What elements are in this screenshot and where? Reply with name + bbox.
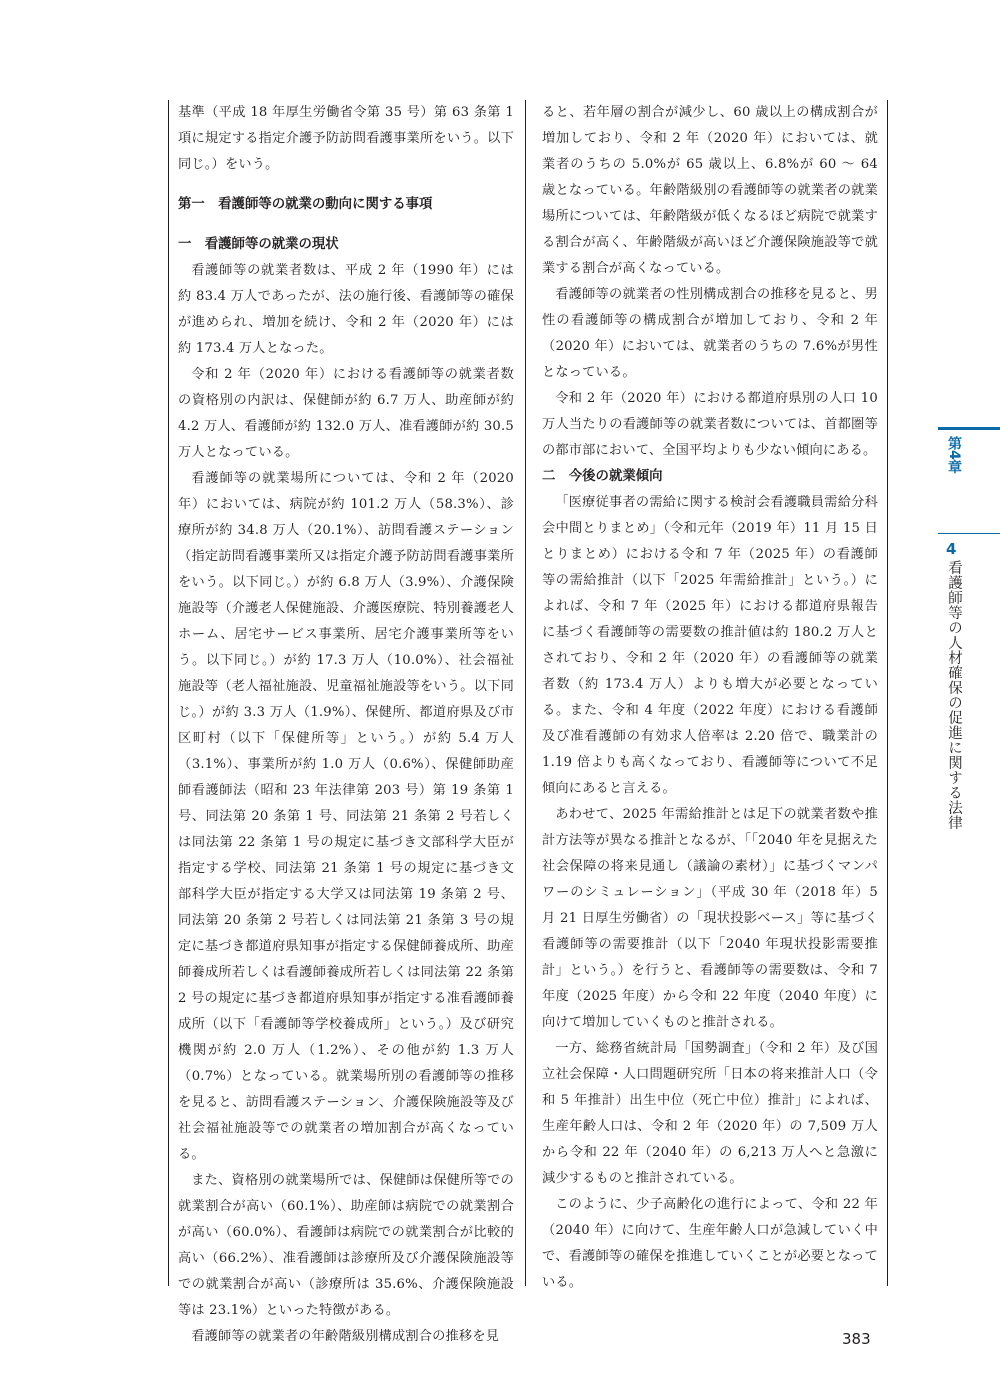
paragraph: 看護師等の就業者の年齢階級別構成割合の推移を見 [191, 1329, 500, 1344]
subsection-heading: 二 今後の就業傾向 [542, 469, 663, 484]
paragraph: ると、若年層の割合が減少し、60 歳以上の構成割合が増加しており、令和 2 年（2020 年）においては、就業者のうちの 5.0%が 65 歳以上、6.8%が 60 ～ 64 歳となっている。年齢階級別の看護師等の就業者の就業場所については、年齢階級が低くなるほど病院で就業する割合が高く、年齢階級が高いほど介護保険施設等で就業する割合が高くなっている。 [542, 105, 878, 276]
page-number: 383 [842, 1330, 871, 1348]
paragraph: 令和 2 年（2020 年）における都道府県別の人口 10 万人当たりの看護師等の就業者数については、首都圏等の都市部において、全国平均よりも少ない傾向にある。 [542, 391, 878, 458]
center-divider-rule [525, 100, 526, 1286]
paragraph: このように、少子高齢化の進行によって、令和 22 年（2040 年）に向けて、生産年齢人口が急減していく中で、看護師等の確保を推進していくことが必要となっている。 [542, 1197, 878, 1290]
chapter-tab-bar [938, 427, 1000, 430]
paragraph: 令和 2 年（2020 年）における看護師等の就業者数の資格別の内訳は、保健師が約 6.7 万人、助産師が約 4.2 万人、看護師が約 132.0 万人、准看護師が約 30.5 万人となっている。 [178, 367, 514, 460]
section-title-vertical: 看護師等の人材確保の促進に関する法律 [946, 560, 962, 830]
chapter-label: 第4章 [946, 436, 962, 474]
right-margin-rule [887, 100, 888, 1286]
paragraph: 一方、総務省統計局「国勢調査」（令和 2 年）及び国立社会保障・人口問題研究所「日本の将来推計人口（令和 5 年推計）出生中位（死亡中位）推計」によれば、生産年齢人口は、令和 2 年（2020 年）の 7,509 万人から令和 22 年（2040 年）の 6,213 万人へと急激に減少するものと推計されている。 [542, 1041, 878, 1186]
paragraph: 看護師等の就業者の性別構成割合の推移を見ると、男性の看護師等の構成割合が増加しており、令和 2 年（2020 年）においては、就業者のうちの 7.6%が男性となっている。 [542, 287, 878, 380]
subsection-heading: 一 看護師等の就業の現状 [178, 237, 339, 252]
left-column [178, 100, 514, 1350]
paragraph: 看護師等の就業場所については、令和 2 年（2020 年）においては、病院が約 101.2 万人（58.3%）、診療所が約 34.8 万人（20.1%）、訪問看護ステーション（指定訪問看護事業所又は指定介護予防訪問看護事業所をいう。以下同じ。）が約 6.8 万人（3.9%）、介護保険施設等（介護老人保健施設、介護医療院、特別養護老人ホーム、居宅サービス事業所、居宅介護事業所等をいう。以下同じ。）が約 17.3 万人（10.0%）、社会福祉施設等（老人福祉施設、児童福祉施設等をいう。以下同じ。）が約 3.3 万人（1.9%）、保健所、都道府県及び市区町村（以下「保健所等」という。）が約 5.4 万人（3.1%）、事業所が約 1.0 万人（0.6%）、保健師助産師看護師法（昭和 23 年法律第 203 号）第 19 条第 1 号、同法第 20 条第 1 号、同法第 21 条第 2 号若しくは同法第 22 条第 1 号の規定に基づき文部科学大臣が指定する学校、同法第 21 条第 1 号の規定に基づき文部科学大臣が指定する大学又は同法第 19 条第 2 号、同法第 20 条第 2 号若しくは同法第 21 条第 3 号の規定に基づき都道府県知事が指定する保健師養成所、助産師養成所若しくは看護師養成所若しくは同法第 22 条第 2 号の規定に基づき都道府県知事が指定する准看護師養成所（以下「看護師等学校養成所」という。）及び研究機関が約 2.0 万人（1.2%）、その他が約 1.3 万人（0.7%）となっている。就業場所別の看護師等の推移を見ると、訪問看護ステーション、介護保険施設等及び社会福祉施設等での就業者の増加割合が高くなっている。 [178, 471, 514, 1162]
paragraph: あわせて、2025 年需給推計とは足下の就業者数や推計方法等が異なる推計となるが、「「2040 年を見据えた社会保障の将来見通し（議論の素材）」に基づくマンパワーのシミュレーション」（平成 30 年（2018 年）5 月 21 日厚生労働省）の「現状投影ベース」等に基づく看護師等の需要推計（以下「2040 年現状投影需要推計」という。）を行うと、看護師等の需要数は、令和 7 年度（2025 年度）から令和 22 年度（2040 年度）に向けて増加していくものと推計される。 [542, 807, 878, 1030]
paragraph: 「医療従事者の需給に関する検討会看護職員需給分科会中間とりまとめ」（令和元年（2019 年）11 月 15 日とりまとめ）における令和 7 年（2025 年）の看護師等の需給推計（以下「2025 年需給推計」という。）によれば、令和 7 年（2025 年）における都道府県報告に基づく看護師等の需要数の推計値は約 180.2 万人とされており、令和 2 年（2020 年）の看護師等の就業者数（約 173.4 万人）よりも増大が必要となっている。また、令和 4 年度（2022 年度）における看護師及び准看護師の有効求人倍率は 2.20 倍で、職業計の 1.19 倍よりも高くなっており、看護師等について不足傾向にあると言える。 [542, 495, 878, 796]
section-heading: 第一 看護師等の就業の動向に関する事項 [178, 197, 433, 212]
paragraph: また、資格別の就業場所では、保健師は保健所等での就業割合が高い（60.1%）、助産師は病院での就業割合が高い（60.0%）、看護師は病院での就業割合が比較的高い（66.2%）、准看護師は診療所及び介護保険施設等での就業割合が高い（診療所は 35.6%、介護保険施設等は 23.1%）といった特徴がある。 [178, 1173, 514, 1318]
left-margin-rule [168, 100, 169, 1286]
paragraph: 看護師等の就業者数は、平成 2 年（1990 年）には約 83.4 万人であったが、法の施行後、看護師等の確保が進められ、増加を続け、令和 2 年（2020 年）には約 173.4 万人となった。 [178, 263, 514, 356]
right-column [542, 100, 878, 1296]
paragraph: 基準（平成 18 年厚生労働省令第 35 号）第 63 条第 1 項に規定する指定介護予防訪問看護事業所をいう。以下同じ。）をいう。 [178, 105, 514, 172]
section-number: 4 [946, 540, 957, 558]
section-tab-rule [938, 533, 1000, 534]
